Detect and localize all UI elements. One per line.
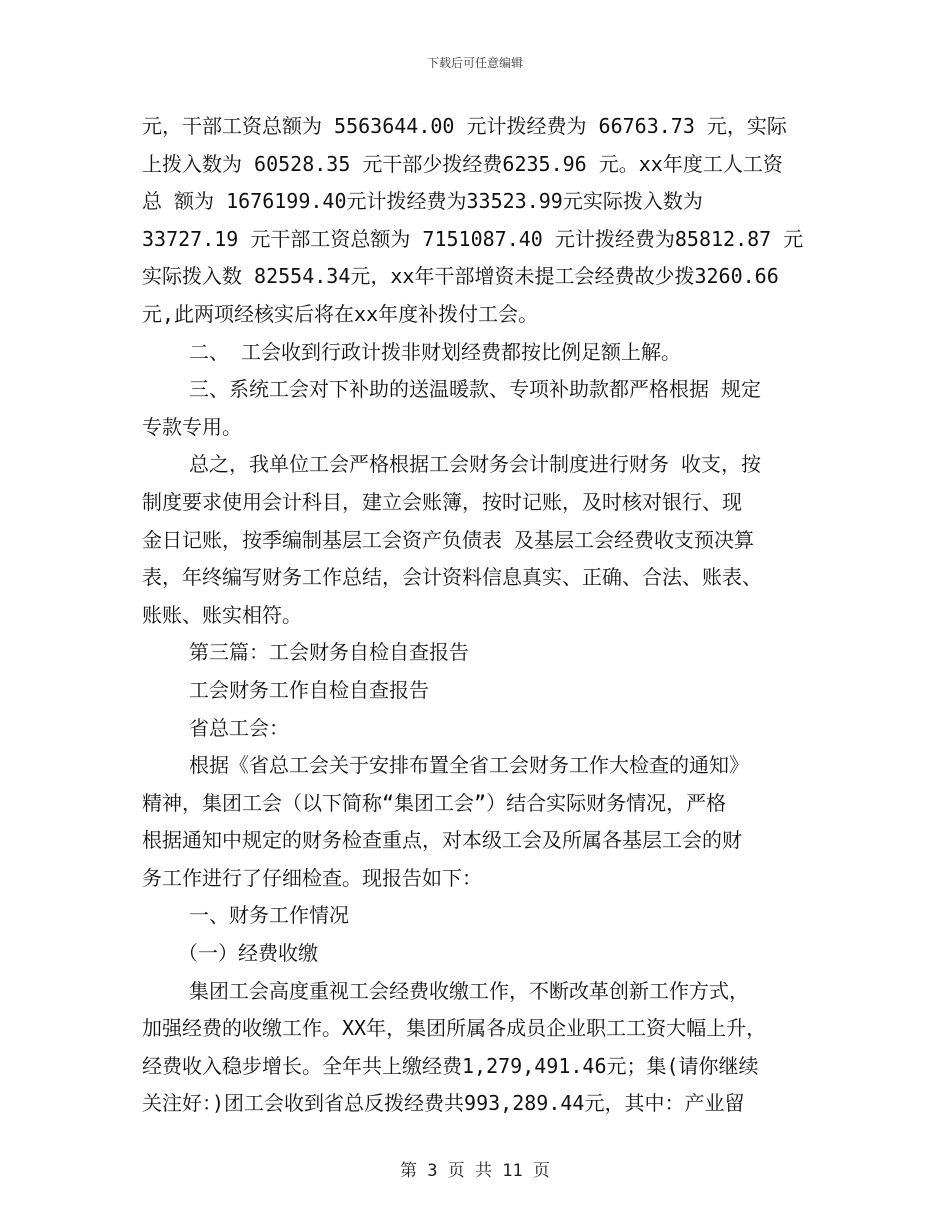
body-line: 根据通知中规定的财务检查重点，对本级工会及所属各基层工会的财 (142, 828, 742, 853)
body-line: 专款专用。 (142, 414, 242, 439)
body-line: 元,此两项经核实后将在xx年度补拨付工会。 (142, 301, 539, 326)
body-line: 根据《省总工会关于安排布置全省工会财务工作大检查的通知》 (189, 753, 749, 778)
body-line: 二、 工会收到行政计拨非财划经费都按比例足额上解。 (189, 339, 682, 364)
addressee: 省总工会： (189, 715, 289, 740)
body-line: 总之，我单位工会严格根据工会财务会计制度进行财务 收支，按 (189, 452, 762, 477)
body-line: 务工作进行了仔细检查。现报告如下： (142, 865, 482, 890)
body-line: 表，年终编写财务工作总结，会计资料信息真实、正确、合法、账表、 (142, 565, 762, 590)
body-line: 制度要求使用会计科目，建立会账簿，按时记账，及时核对银行、现 (142, 489, 742, 514)
body-line: 经费收入稳步增长。全年共上缴经费1,279,491.46元；集(请你继续 (142, 1053, 759, 1078)
subsection-heading: 一、财务工作情况 (189, 903, 349, 928)
subsection-heading: （一）经费收缴 (178, 941, 318, 966)
body-line: 实际拨入数 82554.34元，xx年干部增资未提工会经费故少拨3260.66 (142, 264, 779, 289)
body-line: 加强经费的收缴工作。XX年，集团所属各成员企业职工工资大幅上升， (142, 1016, 767, 1041)
body-line: 三、系统工会对下补助的送温暖款、专项补助款都严格根据 规定 (189, 377, 762, 402)
body-line: 精神，集团工会（以下简称“集团工会”）结合实际财务情况，严格 (142, 790, 727, 815)
body-line: 总 额为 1676199.40元计拨经费为33523.99元实际拨入数为 (142, 189, 703, 214)
body-line: 关注好：)团工会收到省总反拨经费共993,289.44元，其中：产业留 (142, 1091, 745, 1116)
body-line: 33727.19 元干部工资总额为 7151087.40 元计拨经费为85812.87 元 (142, 226, 804, 251)
body-line: 账账、账实相符。 (142, 602, 302, 627)
body-line: 金日记账，按季编制基层工会资产负债表 及基层工会经费收支预决算 (142, 527, 755, 552)
page-header: 下载后可任意编辑 (426, 56, 523, 70)
body-line: 元，干部工资总额为 5563644.00 元计拨经费为 66763.73 元，实际 (142, 114, 787, 138)
report-title: 工会财务工作自检自查报告 (189, 677, 429, 702)
body-line: 集团工会高度重视工会经费收缴工作，不断改革创新工作方式， (189, 978, 749, 1003)
document-body (142, 108, 810, 1123)
page-footer: 第 3 页 共 11 页 (400, 1161, 550, 1181)
body-line: 上拨入数为 60528.35 元干部少拨经费6235.96 元。xx年度工人工资 (142, 151, 783, 176)
section-heading: 第三篇：工会财务自检自查报告 (189, 640, 469, 665)
